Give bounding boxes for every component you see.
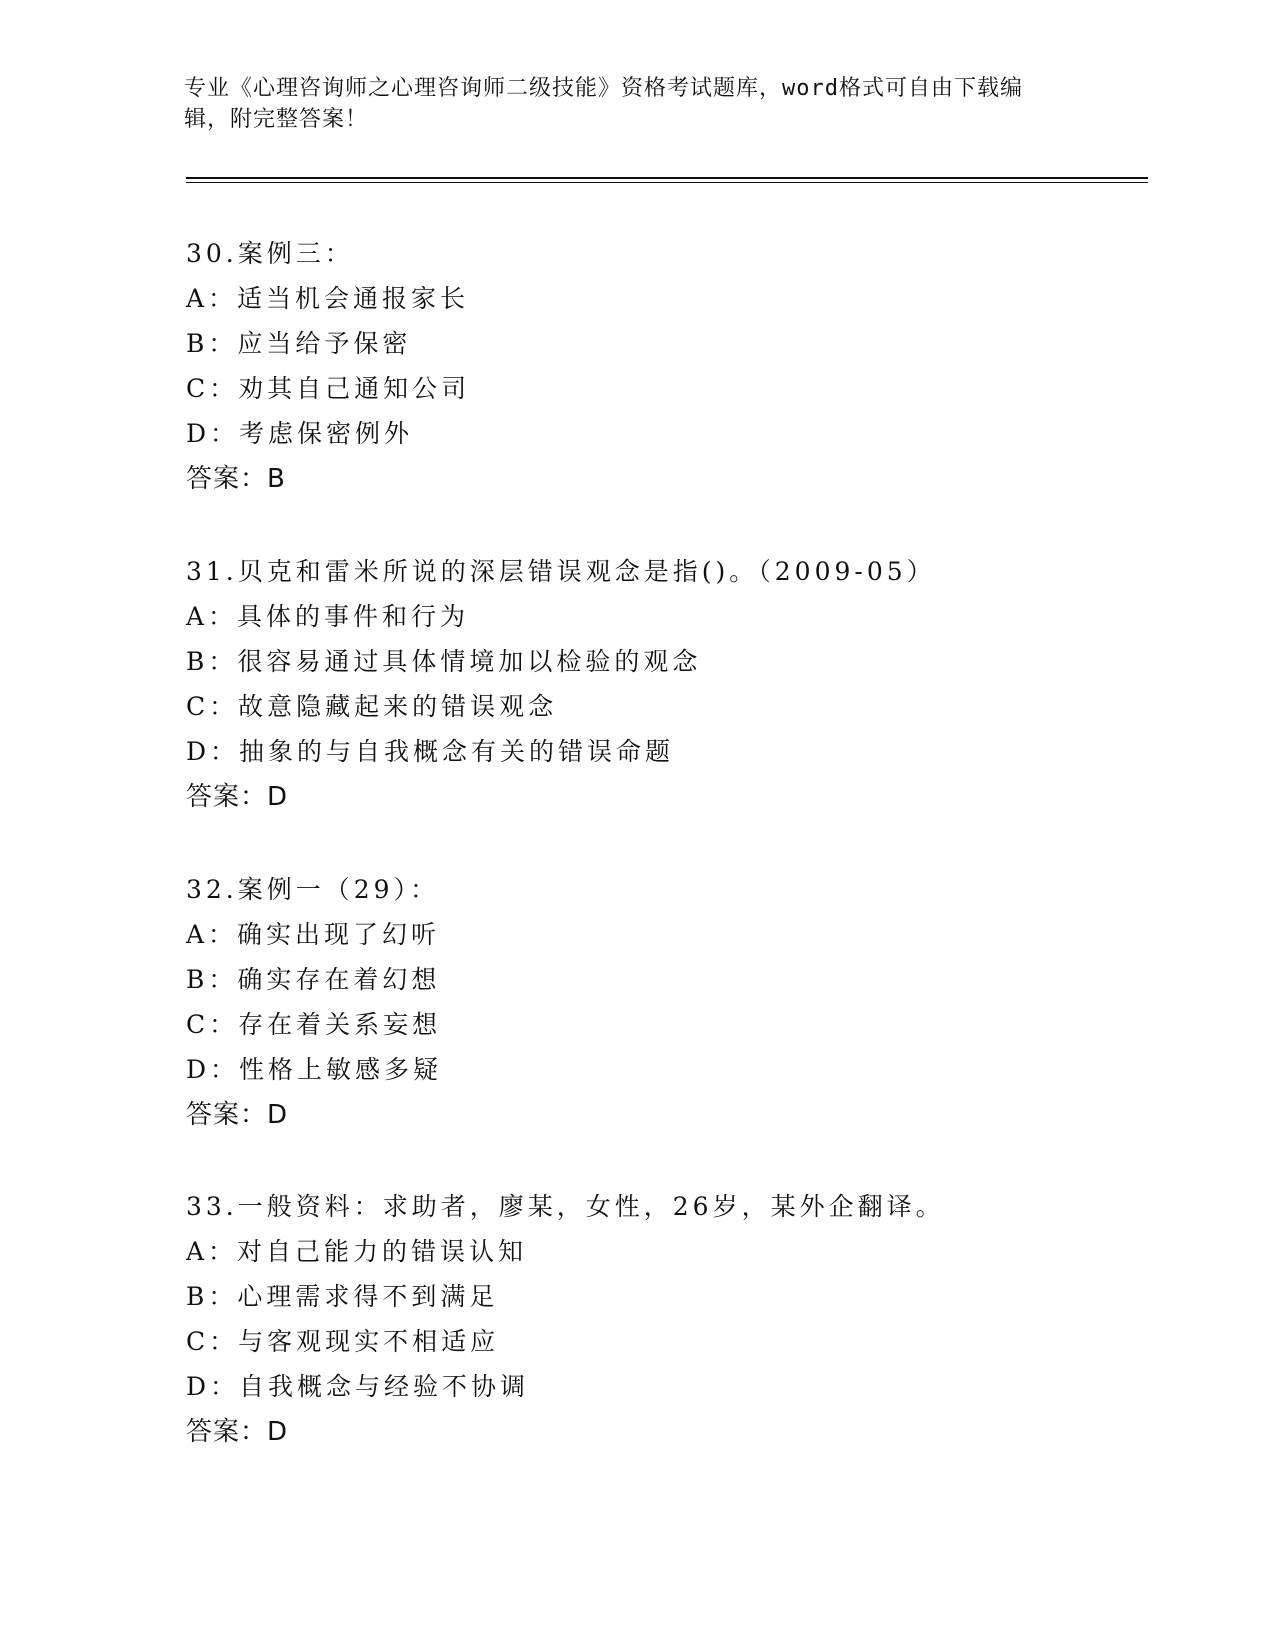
option-a: A：具体的事件和行为	[186, 602, 470, 631]
answer-line: 答案：D	[186, 1417, 289, 1447]
option-d: D：考虑保密例外	[186, 419, 414, 448]
question-33	[186, 1193, 1146, 1463]
answer-line: 答案：D	[186, 1100, 289, 1130]
option-a: A：确实出现了幻听	[186, 920, 441, 949]
question-32	[186, 876, 1146, 1146]
header-divider-thick	[186, 177, 1148, 179]
option-b: B：很容易通过具体情境加以检验的观念	[186, 647, 702, 676]
option-c: C：劝其自己通知公司	[186, 374, 471, 403]
option-a: A：对自己能力的错误认知	[186, 1237, 528, 1266]
question-stem: 32.案例一（29）：	[186, 875, 440, 904]
question-stem: 31.贝克和雷米所说的深层错误观念是指()。（2009-05）	[186, 557, 936, 586]
question-stem: 33.一般资料：求助者，廖某，女性，26岁，某外企翻译。	[186, 1192, 945, 1221]
option-c: C：存在着关系妄想	[186, 1010, 442, 1039]
header-divider-thin	[186, 182, 1148, 183]
option-b: B：确实存在着幻想	[186, 965, 441, 994]
option-c: C：与客观现实不相适应	[186, 1327, 500, 1356]
question-30	[186, 240, 1146, 510]
document-header: 专业《心理咨询师之心理咨询师二级技能》资格考试题库，word格式可自由下载编辑，附完整答案！	[184, 76, 1023, 132]
option-d: D：性格上敏感多疑	[186, 1055, 443, 1084]
question-31	[186, 558, 1146, 828]
answer-line: 答案：B	[186, 464, 286, 494]
option-d: D：抽象的与自我概念有关的错误命题	[186, 737, 675, 766]
option-c: C：故意隐藏起来的错误观念	[186, 692, 558, 721]
question-stem: 30.案例三：	[186, 239, 354, 268]
option-b: B：心理需求得不到满足	[186, 1282, 499, 1311]
option-a: A：适当机会通报家长	[186, 284, 470, 313]
option-b: B：应当给予保密	[186, 329, 412, 358]
option-d: D：自我概念与经验不协调	[186, 1372, 530, 1401]
answer-line: 答案：D	[186, 782, 289, 812]
